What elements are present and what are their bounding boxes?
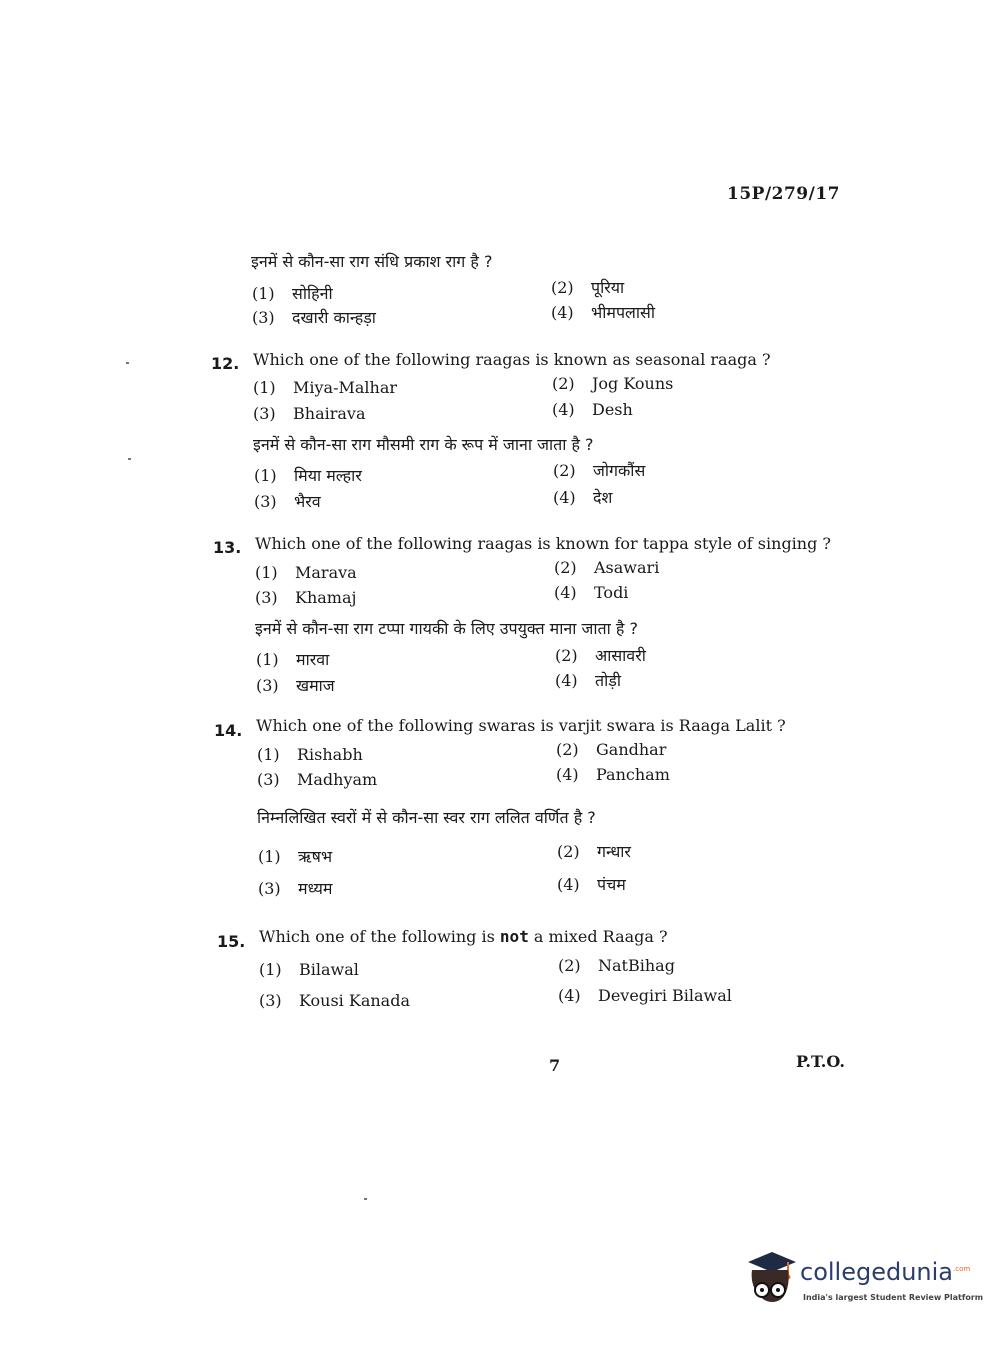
q13-hi-option-4: (4) तोड़ी <box>555 671 621 690</box>
q15-en-option-3: (3) Kousi Kanada <box>259 991 410 1010</box>
q13-english-text: Which one of the following raagas is known for tappa style of singing ? <box>255 534 832 553</box>
paper-code: 15P/279/17 <box>727 184 841 204</box>
q12-hi-option-2: (2) जोगकौंस <box>553 461 646 480</box>
q14-hi-option-1: (1) ऋषभ <box>258 847 333 866</box>
q11-option-4: (4) भीमपलासी <box>551 303 656 322</box>
q14-english-text: Which one of the following swaras is varjit swara is Raaga Lalit ? <box>256 716 786 735</box>
brand-wordmark: collegedunia$^{.com}$ <box>800 1258 971 1286</box>
q13-hi-option-2: (2) आसावरी <box>555 646 646 665</box>
q14-hi-option-3: (3) मध्यम <box>258 879 333 898</box>
q14-hi-option-4: (4) पंचम <box>557 875 626 894</box>
scan-speck <box>126 362 129 364</box>
q15-en-option-2: (2) NatBihag <box>558 956 675 975</box>
pto-label: P.T.O. <box>796 1052 845 1071</box>
q12-hi-option-4: (4) देश <box>553 488 613 507</box>
q14-en-option-3: (3) Madhyam <box>257 770 378 789</box>
mascot-icon <box>742 1250 800 1310</box>
scan-speck <box>128 458 131 460</box>
q14-hi-option-2: (2) गन्धार <box>557 842 631 861</box>
q12-hi-option-3: (3) भैरव <box>254 492 321 511</box>
q11-hindi-text: इनमें से कौन-सा राग संधि प्रकाश राग है ? <box>251 252 493 271</box>
page-number: 7 <box>549 1056 561 1075</box>
q14-number: 14. <box>214 721 243 740</box>
q13-en-option-1: (1) Marava <box>255 563 357 582</box>
q12-en-option-2: (2) Jog Kouns <box>552 374 674 393</box>
collegedunia-watermark <box>742 1250 984 1315</box>
q13-hi-option-3: (3) खमाज <box>256 676 335 695</box>
q15-number: 15. <box>217 932 246 951</box>
q15-emphasis-not: not <box>499 927 529 946</box>
brand-tagline: India's largest Student Review Platform <box>803 1293 984 1302</box>
q13-hindi-text: इनमें से कौन-सा राग टप्पा गायकी के लिए उपयुक्त माना जाता है ? <box>255 619 638 638</box>
q13-en-option-2: (2) Asawari <box>554 558 660 577</box>
q12-number: 12. <box>211 354 240 373</box>
q13-en-option-3: (3) Khamaj <box>255 588 357 607</box>
q12-hindi-text: इनमें से कौन-सा राग मौसमी राग के रूप में जाना जाता है ? <box>253 435 594 454</box>
q15-en-option-1: (1) Bilawal <box>259 960 359 979</box>
q11-option-1: (1) सोहिनी <box>252 284 333 303</box>
q12-en-option-1: (1) Miya-Malhar <box>253 378 398 397</box>
q15-en-option-4: (4) Devegiri Bilawal <box>558 986 732 1005</box>
q14-en-option-1: (1) Rishabh <box>257 745 363 764</box>
q15-english-text: Which one of the following is not a mixed Raaga ? <box>259 927 668 946</box>
q12-english-text: Which one of the following raagas is known as seasonal raaga ? <box>253 350 771 369</box>
q12-en-option-4: (4) Desh <box>552 400 633 419</box>
q13-hi-option-1: (1) मारवा <box>256 650 330 669</box>
q14-en-option-2: (2) Gandhar <box>556 740 667 759</box>
q12-hi-option-1: (1) मिया मल्हार <box>254 466 362 485</box>
q14-en-option-4: (4) Pancham <box>556 765 670 784</box>
q11-option-2: (2) पूरिया <box>551 278 625 297</box>
q11-option-3: (3) दखारी कान्हड़ा <box>252 308 376 327</box>
q13-en-option-4: (4) Todi <box>554 583 629 602</box>
q14-hindi-text: निम्नलिखित स्वरों में से कौन-सा स्वर राग ललित वर्णित है ? <box>257 808 596 827</box>
q13-number: 13. <box>213 538 242 557</box>
scan-speck <box>364 1198 367 1200</box>
q12-en-option-3: (3) Bhairava <box>253 404 366 423</box>
